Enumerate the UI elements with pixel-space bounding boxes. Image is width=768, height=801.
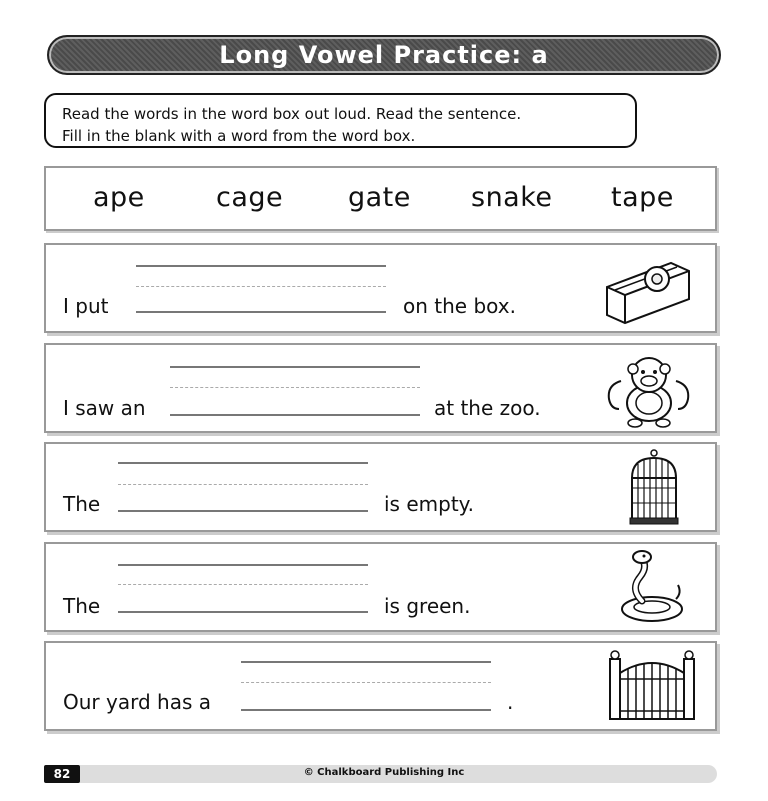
word-gate: gate [348, 182, 411, 213]
copyright: © Chalkboard Publishing Inc [303, 767, 465, 778]
answer-blank-5[interactable] [241, 709, 491, 711]
sentence-5-before: Our yard has a [63, 690, 211, 714]
tape-dispenser-icon [601, 253, 693, 325]
writing-line-top [118, 564, 368, 566]
sentence-4-after: is green. [384, 594, 471, 618]
sentence-row-1 [44, 243, 717, 333]
snake-icon [616, 549, 688, 627]
writing-line-mid [170, 387, 420, 388]
writing-line-mid [118, 584, 368, 585]
writing-line-top [118, 462, 368, 464]
gate-icon [606, 649, 698, 721]
sentence-1-before: I put [63, 294, 109, 318]
page-number: 82 [44, 765, 80, 783]
sentence-2-after: at the zoo. [434, 396, 541, 420]
writing-line-top [241, 661, 491, 663]
instruction-line-1: Read the words in the word box out loud. Read the sentence. [62, 105, 522, 123]
sentence-row-2 [44, 343, 717, 433]
answer-blank-1[interactable] [136, 311, 386, 313]
page-title: Long Vowel Practice: a [219, 41, 549, 69]
writing-line-mid [118, 484, 368, 485]
word-ape: ape [93, 182, 145, 213]
sentence-1-after: on the box. [403, 294, 516, 318]
ape-icon [601, 351, 696, 429]
writing-line-mid [241, 682, 491, 683]
word-box [44, 166, 717, 231]
sentence-2-before: I saw an [63, 396, 146, 420]
writing-line-top [170, 366, 420, 368]
sentence-3-before: The [63, 492, 101, 516]
sentence-5-after: . [507, 690, 514, 714]
instructions-box [44, 93, 637, 148]
title-banner [47, 35, 721, 75]
sentence-4-before: The [63, 594, 101, 618]
word-cage: cage [216, 182, 284, 213]
writing-line-top [136, 265, 386, 267]
sentence-row-3 [44, 442, 717, 532]
sentence-3-after: is empty. [384, 492, 474, 516]
answer-blank-2[interactable] [170, 414, 420, 416]
birdcage-icon [624, 448, 684, 528]
answer-blank-3[interactable] [118, 510, 368, 512]
sentence-row-4 [44, 542, 717, 632]
word-tape: tape [611, 182, 674, 213]
answer-blank-4[interactable] [118, 611, 368, 613]
sentence-row-5 [44, 641, 717, 731]
instruction-line-2: Fill in the blank with a word from the word box. [62, 127, 416, 145]
word-snake: snake [471, 182, 553, 213]
writing-line-mid [136, 286, 386, 287]
